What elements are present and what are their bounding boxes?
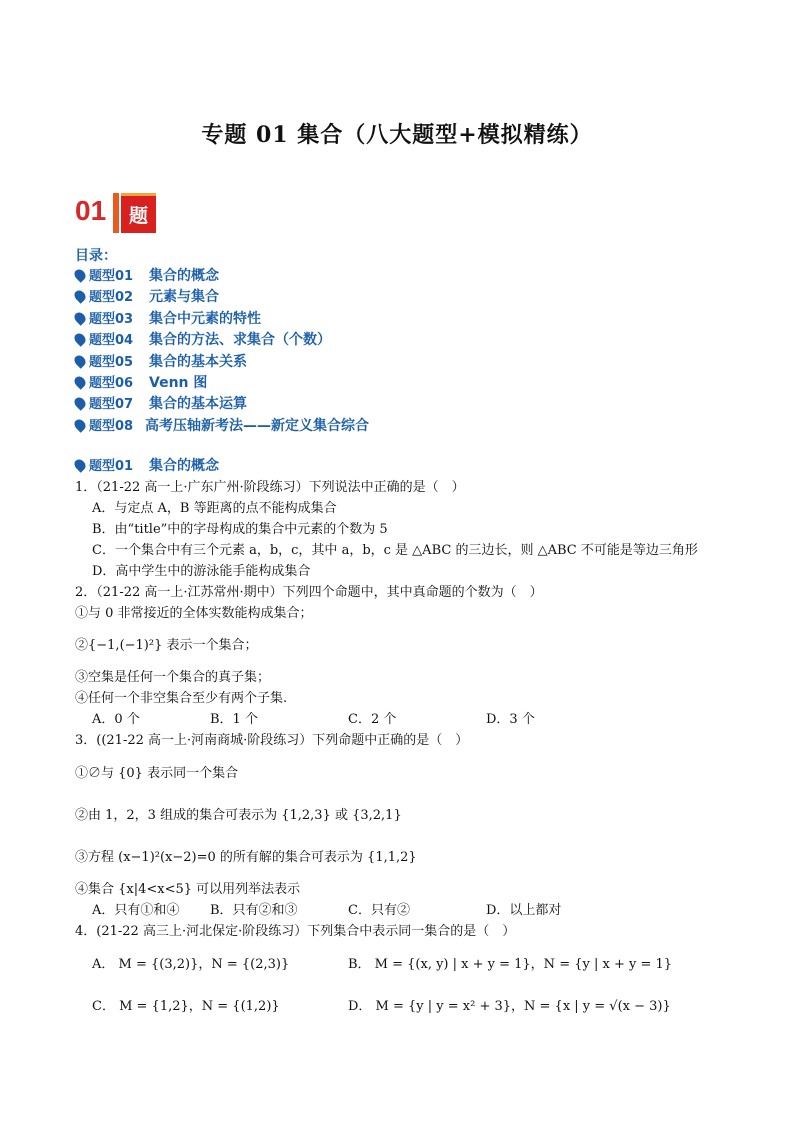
subsection-heading: [75, 456, 219, 477]
toc-item-tag: 题型03: [89, 311, 134, 327]
subsection-text: 集合的概念: [149, 458, 219, 474]
toc-item-tag: 题型02: [89, 290, 134, 306]
pin-bullet-icon: [72, 396, 88, 412]
choice-c: C． M = {1,2}，N = {(1,2)}: [92, 999, 280, 1014]
section-number: 01: [75, 195, 107, 226]
toc-item[interactable]: [75, 266, 369, 287]
question-2-item-3: ③空集是任何一个集合的真子集；: [75, 670, 271, 685]
question-2-stem: 2．（21-22 高一上·江苏常州·期中）下列四个命题中，其中真命题的个数为（ ）: [75, 585, 543, 600]
toc-item-text: 集合的方法、求集合（个数）: [149, 332, 331, 349]
toc-item[interactable]: [75, 309, 369, 330]
question-2-item-1: ①与 0 非常接近的全体实数能构成集合；: [75, 606, 313, 621]
question-3-item-4: ④集合 {x|4<x<5} 可以用列举法表示: [75, 882, 301, 897]
choice-a: A．只有①和④: [92, 903, 180, 918]
page-title: 专题 01 集合（八大题型+模拟精练）: [201, 122, 593, 148]
question-4-stem: 4．(21-22 高三上·河北保定·阶段练习）下列集合中表示同一集合的是（ ）: [75, 924, 516, 939]
question-1-option-b: B．由“title”中的字母构成的集合中元素的个数为 5: [92, 522, 388, 537]
choice-d: D． M = {y | y = x² + 3}，N = {x | y = √(x − 3)}: [348, 999, 671, 1014]
pin-bullet-icon: [72, 374, 88, 390]
pin-bullet-icon: [72, 267, 88, 283]
toc-item[interactable]: [75, 373, 369, 394]
question-1-option-d: D．高中学生中的游泳能手能构成集合: [92, 564, 311, 579]
toc-label: 目录：: [75, 248, 117, 264]
section-label: 题型归纳: [121, 193, 156, 233]
question-2-item-4: ④任何一个非空集合至少有两个子集.: [75, 691, 288, 706]
toc-item-tag: 题型06: [89, 375, 134, 391]
choice-b: B．只有②和③: [210, 903, 298, 918]
toc-item-text: 集合的基本运算: [149, 396, 247, 413]
pin-bullet-icon: [72, 457, 88, 473]
question-1-option-c: C．一个集合中有三个元素 a，b，c，其中 a，b，c 是 △ABC 的三边长，则 △ABC 不可能是等边三角形: [92, 543, 698, 558]
question-1-stem: 1．（21-22 高一上·广东广州·阶段练习）下列说法中正确的是（ ）: [75, 480, 465, 495]
choice-d: D．3 个: [486, 712, 535, 727]
choice-a: A．0 个: [92, 712, 140, 727]
toc-item-text: 元素与集合: [149, 289, 219, 306]
toc-item[interactable]: [75, 287, 369, 308]
pin-bullet-icon: [72, 289, 88, 305]
choice-b: B．1 个: [210, 712, 258, 727]
choice-c: C．只有②: [348, 903, 410, 918]
choice-d: D．以上都对: [486, 903, 562, 918]
question-2-item-2: ②{−1,(−1)²} 表示一个集合；: [75, 638, 258, 653]
pin-bullet-icon: [72, 417, 88, 433]
question-3-stem: 3．((21-22 高一上·河南商城·阶段练习）下列命题中正确的是（ ）: [75, 733, 469, 748]
question-3-item-2: ②由 1，2，3 组成的集合可表示为 {1,2,3} 或 {3,2,1}: [75, 808, 402, 823]
toc-item-text: 集合的概念: [149, 268, 219, 284]
section-accent-bar: [113, 193, 119, 233]
toc-item-text: 集合中元素的特性: [149, 310, 261, 327]
pin-bullet-icon: [72, 331, 88, 347]
question-3-item-3: ③方程 (x−1)²(x−2)=0 的所有解的集合可表示为 {1,1,2}: [75, 850, 417, 865]
pin-bullet-icon: [72, 353, 88, 369]
toc-item-tag: 题型08: [89, 418, 134, 434]
toc-item-text: 高考压轴新考法——新定义集合综合: [145, 417, 369, 434]
toc-item[interactable]: [75, 352, 369, 373]
choice-b: B． M = {(x, y) | x + y = 1}，N = {y | x + y = 1}: [348, 957, 673, 972]
pin-bullet-icon: [72, 310, 88, 326]
toc-item[interactable]: [75, 416, 369, 437]
toc-item-text: 集合的基本关系: [149, 353, 247, 370]
toc-item[interactable]: [75, 330, 369, 351]
question-1-option-a: A．与定点 A，B 等距离的点不能构成集合: [92, 501, 337, 516]
toc-item-tag: 题型01: [89, 269, 134, 284]
toc-item-tag: 题型07: [89, 397, 134, 413]
choice-c: C．2 个: [348, 712, 397, 727]
toc-item[interactable]: [75, 394, 369, 415]
question-3-item-1: ①∅与 {0} 表示同一个集合: [75, 766, 239, 781]
toc-item-tag: 题型05: [89, 354, 134, 370]
table-of-contents: [75, 246, 369, 437]
toc-item-text: Venn 图: [149, 374, 208, 391]
choice-a: A． M = {(3,2)}，N = {(2,3)}: [92, 957, 290, 972]
subsection-tag: 题型01: [89, 459, 134, 474]
toc-item-tag: 题型04: [89, 333, 134, 349]
